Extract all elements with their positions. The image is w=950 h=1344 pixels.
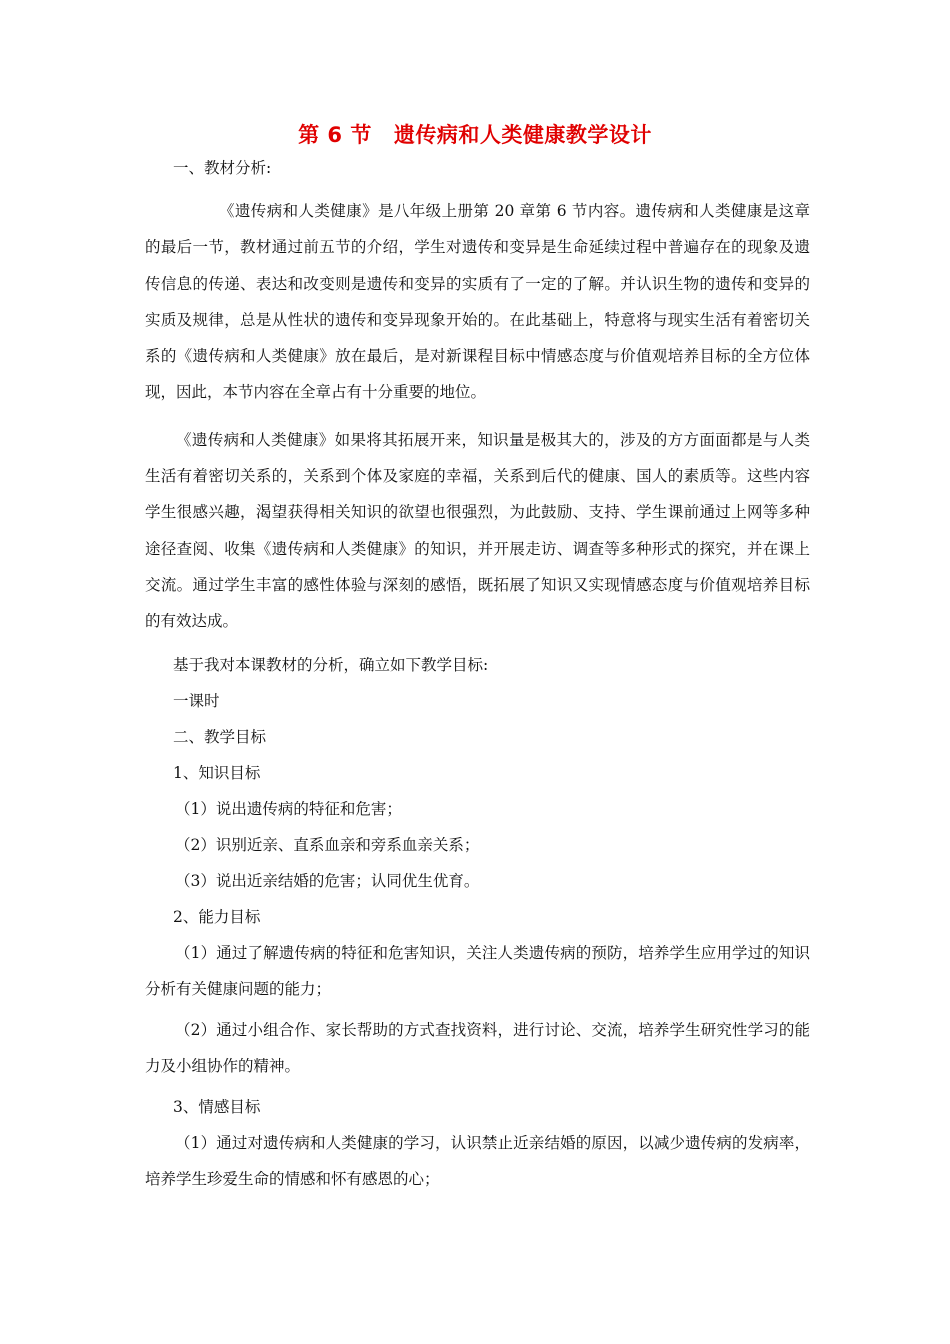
ability-item: （2）通过小组合作、家长帮助的方式查找资料，进行讨论、交流，培养学生研究性学习的能力及小组协作的精神。 <box>145 1021 810 1076</box>
page-title <box>0 120 950 150</box>
knowledge-item: （3）说出近亲结婚的危害；认同优生优育。 <box>175 871 480 890</box>
paragraph-analysis-3: 基于我对本课教材的分析，确立如下教学目标: <box>173 655 489 674</box>
paragraph-analysis-1: 《遗传病和人类健康》是八年级上册第 20 章第 6 节内容。遗传病和人类健康是这章的最后一节，教材通过前五节的介绍，学生对遗传和变异是生命延续过程中普遍存在的现象及遗传信息的传递、表达和改变则是遗传和变异的实质有了一定的了解。并认识生物的遗传和变异的实质及规律，总是从性状的遗传和变异现象开始的。在此基础上，特意将与现实生活有着密切关系的《遗传病和人类健康》放在最后，是对新课程目标中情感态度与价值观培养目标的全方位体现，因此，本节内容在全章占有十分重要的地位。 <box>145 202 810 402</box>
heading-ability-goals: 2、能力目标 <box>173 907 261 926</box>
heading-knowledge-goals: 1、知识目标 <box>173 763 261 782</box>
heading-goals: 二、教学目标 <box>173 727 267 746</box>
paragraph-analysis-2: 《遗传病和人类健康》如果将其拓展开来，知识量是极其大的，涉及的方方面面都是与人类生活有着密切关系的，关系到个体及家庭的幸福，关系到后代的健康、国人的素质等。这些内容学生很感兴趣，渴望获得相关知识的欲望也很强烈，为此鼓励、支持、学生课前通过上网等多种途径查阅、收集《遗传病和人类健康》的知识，并开展走访、调查等多种形式的探究，并在课上交流。通过学生丰富的感性体验与深刻的感悟，既拓展了知识又实现情感态度与价值观培养目标的有效达成。 <box>145 430 810 631</box>
knowledge-item: （1）说出遗传病的特征和危害； <box>175 799 402 818</box>
ability-item: （1）通过了解遗传病的特征和危害知识，关注人类遗传病的预防，培养学生应用学过的知识分析有关健康问题的能力； <box>145 943 810 998</box>
knowledge-item: （2）识别近亲、直系血亲和旁系血亲关系； <box>175 835 480 854</box>
emotion-item: （1）通过对遗传病和人类健康的学习，认识禁止近亲结婚的原因，以减少遗传病的发病率，培养学生珍爱生命的情感和怀有感恩的心； <box>145 1133 810 1189</box>
document-body <box>145 150 810 1197</box>
title-text: 遗传病和人类健康教学设计 <box>393 123 652 147</box>
lesson-count: 一课时 <box>173 691 220 710</box>
title-section-number: 第 6 节 <box>298 123 372 147</box>
heading-emotion-goals: 3、情感目标 <box>173 1097 261 1116</box>
heading-analysis: 一、教材分析: <box>173 159 272 177</box>
